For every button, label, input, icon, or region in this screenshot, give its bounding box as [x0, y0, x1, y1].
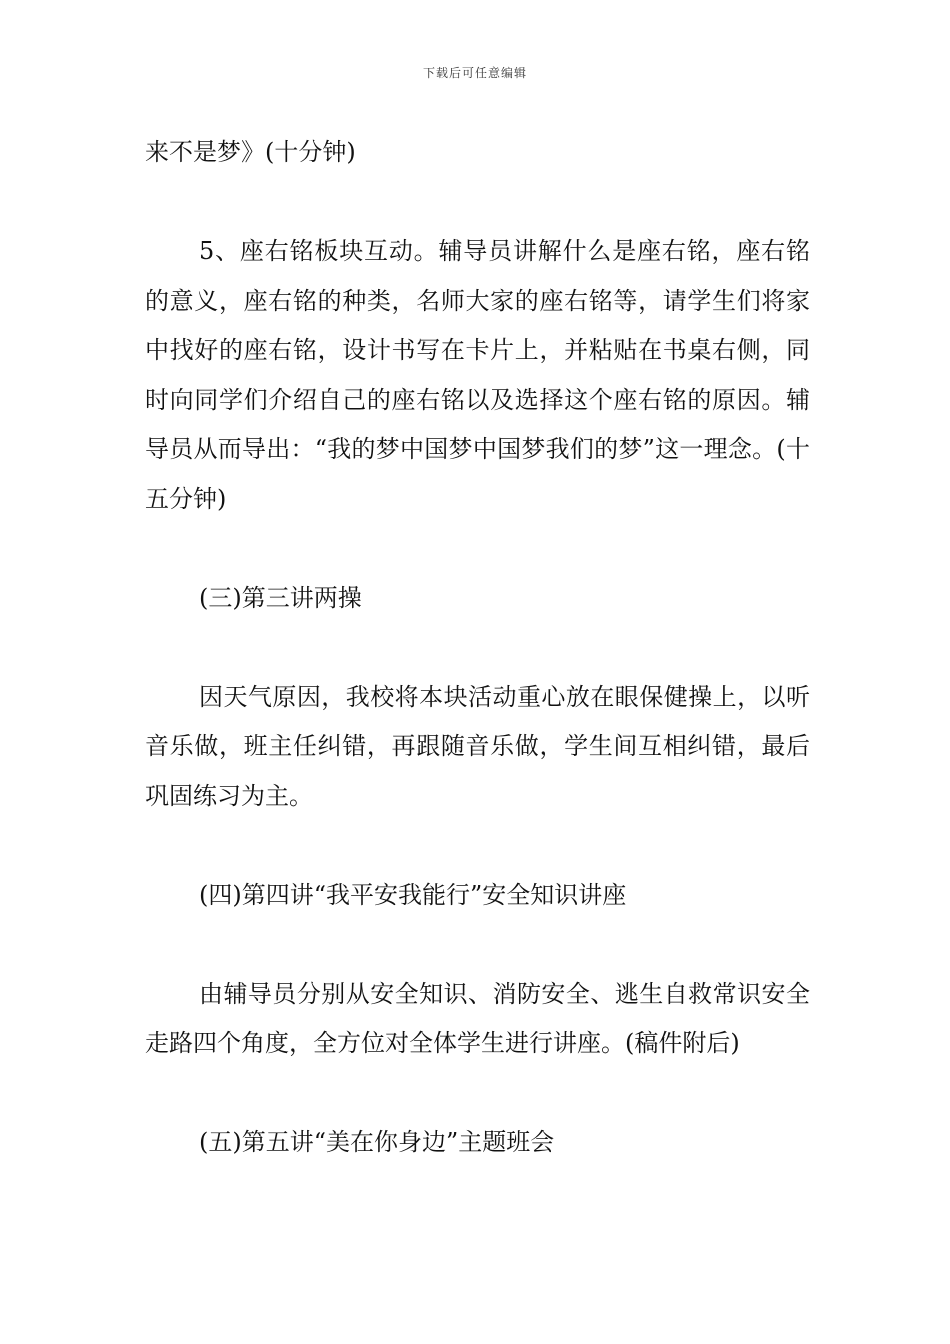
- paragraph-gap: [145, 524, 810, 574]
- paragraph-continuation: 来不是梦》(十分钟): [145, 138, 356, 166]
- section-heading-four: (四)第四讲“我平安我能行”安全知识讲座: [199, 880, 627, 909]
- paragraph-gap: [145, 178, 810, 228]
- paragraph-gap: [145, 821, 810, 871]
- document-body: [145, 128, 810, 1168]
- paragraph-gap: [145, 623, 810, 673]
- paragraph-safety-lecture: 由辅导员分别从安全知识、消防安全、逃生自救常识安全走路四个角度，全方位对全体学生进行讲座。(稿件附后): [145, 979, 810, 1057]
- page-header: 下载后可任意编辑: [422, 66, 527, 80]
- paragraph-gap: [145, 1069, 810, 1119]
- section-heading-five: (五)第五讲“美在你身边”主题班会: [199, 1128, 555, 1156]
- paragraph-eye-exercise: 因天气原因，我校将本块活动重心放在眼保健操上，以听音乐做，班主任纠错，再跟随音乐做，学生间互相纠错，最后巩固练习为主。: [145, 682, 810, 810]
- section-heading-three: (三)第三讲两操: [199, 583, 362, 612]
- paragraph-motto-activity: 5、座右铭板块互动。辅导员讲解什么是座右铭，座右铭的意义，座右铭的种类，名师大家的座右铭等，请学生们将家中找好的座右铭，设计书写在卡片上，并粘贴在书桌右侧，同时向同学们介绍自己的座右铭以及选择这个座右铭的原因。辅导员从而导出：“我的梦中国梦中国梦我们的梦”这一理念。(十五分钟): [145, 237, 810, 513]
- paragraph-gap: [145, 920, 810, 970]
